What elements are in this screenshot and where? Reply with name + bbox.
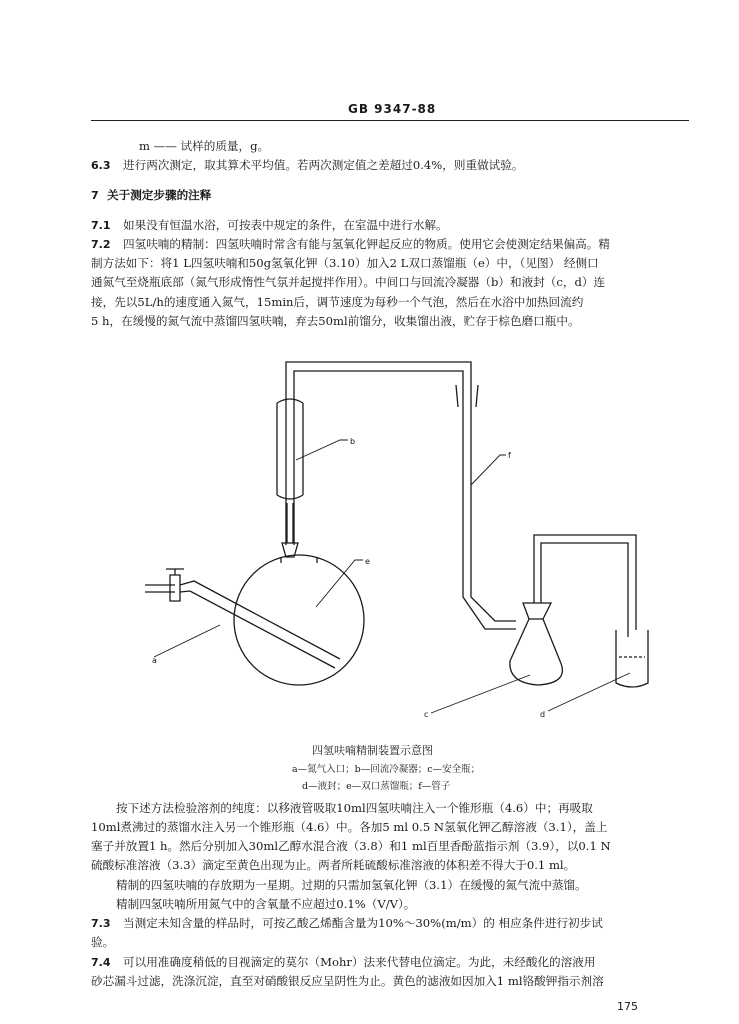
figure-legend-line-2: d—液封；e—双口蒸馏瓶；f—管子: [302, 781, 451, 792]
section-number: 7: [91, 189, 99, 202]
clause-text: 四氢呋喃的精制：四氢呋喃时常含有能与氢氧化钾起反应的物质。使用它会使测定结果偏高。精: [123, 237, 610, 251]
section-title: 关于测定步骤的注释: [107, 188, 212, 202]
clause-text: 进行两次测定，取其算术平均值。若两次测定值之差超过0.4%，则重做试验。: [123, 158, 524, 172]
apparatus-diagram: [130, 345, 690, 735]
standard-header: GB 9347-88: [348, 102, 437, 116]
section-7-heading: [91, 187, 211, 204]
label-a: a: [152, 656, 157, 665]
page-number: 175: [617, 1000, 638, 1013]
header-rule: [91, 120, 689, 121]
clause-number: 7.3: [91, 917, 111, 930]
clause-7-2-line-3: 通氮气至烧瓶底部（氮气形成惰性气氛并起搅拌作用）。中间口与回流冷凝器（b）和液封（c，d）连: [91, 275, 606, 289]
clause-number: 7.2: [91, 238, 111, 251]
clause-7-4-line-1: [91, 954, 595, 971]
clause-7-2-line-5: 5 h，在缓慢的氮气流中蒸馏四氢呋喃，弃去50ml前馏分，收集馏出液，贮存于棕色磨口瓶中。: [91, 314, 580, 328]
clause-7-2-line-4: 接，先以5L/h的速度通入氮气，15min后，调节速度为每秒一个气泡，然后在水浴中加热回流约: [91, 295, 584, 309]
clause-text: 可以用准确度稍低的目视滴定的莫尔（Mohr）法来代替电位滴定。为此，未经酸化的溶液用: [123, 955, 596, 969]
clause-7-3-line-1: [91, 915, 603, 932]
leader-lines: [154, 440, 630, 713]
safety-bottle-c: [510, 535, 636, 685]
clause-7-2-line-1: [91, 236, 610, 253]
purity-check-line-4: 硫酸标准溶液（3.3）滴定至黄色出现为止。两者所耗硫酸标准溶液的体积差不得大于0.1 ml。: [91, 858, 576, 872]
clause-7-1: [91, 217, 448, 234]
clause-text: 当测定未知含量的样品时，可按乙酸乙烯酯含量为10%～30%(m/m）的 相应条件进行初步试: [123, 916, 603, 930]
figure-caption: 四氢呋喃精制装置示意图: [312, 744, 433, 757]
figure-legend-line-1: a—氮气入口；b—回流冷凝器；c—安全瓶；: [292, 764, 481, 775]
purity-check-line-3: 塞子并放置1 h。然后分别加入30ml乙醇水混合液（3.8）和1 ml百里香酚蓝指示剂（3.9），以0.1 N: [91, 839, 611, 853]
two-neck-flask-e: [234, 555, 364, 685]
nitrogen-oxygen-note: 精制四氢呋喃所用氮气中的含氧量不应超过0.1%（V/V）。: [116, 897, 416, 911]
label-d: d: [540, 710, 546, 719]
label-c: c: [424, 710, 429, 719]
label-e: e: [365, 557, 370, 566]
connecting-tube-f: [286, 362, 516, 629]
clause-7-3-line-2: 验。: [91, 935, 115, 949]
storage-note: 精制的四氢呋喃的存放期为一星期。过期的只需加氢氧化钾（3.1）在缓慢的氮气流中蒸馏。: [116, 878, 587, 892]
clause-number: 6.3: [91, 159, 111, 172]
clause-text: 如果没有恒温水浴，可按表中规定的条件，在室温中进行水解。: [123, 218, 448, 232]
reflux-condenser-b: [277, 399, 303, 557]
clause-6-3: [91, 157, 523, 174]
clause-7-4-line-2: 砂芯漏斗过滤，洗涤沉淀，直至对硝酸银反应呈阴性为止。黄色的滤液如因加入1 ml铬酸钾指示剂溶: [91, 974, 604, 988]
clause-7-2-line-2: 制方法如下：将1 L四氢呋喃和50g氢氧化钾（3.10）加入2 L双口蒸馏瓶（e）中，（见图） 经侧口: [91, 256, 599, 270]
clause-number: 7.4: [91, 956, 111, 969]
liquid-seal-d: [616, 630, 648, 687]
label-b: b: [350, 437, 356, 446]
purity-check-line-2: 10ml煮沸过的蒸馏水注入另一个锥形瓶（4.6）中。各加5 ml 0.5 N氢氧化钾乙醇溶液（3.1），盖上: [91, 820, 608, 834]
clause-number: 7.1: [91, 219, 111, 232]
label-f: f: [508, 451, 511, 460]
purity-check-line-1: 按下述方法检验溶剂的纯度：以移液管吸取10ml四氢呋喃注入一个锥形瓶（4.6）中；再吸取: [116, 801, 593, 815]
variable-definition: m —— 试样的质量，g。: [139, 139, 270, 153]
